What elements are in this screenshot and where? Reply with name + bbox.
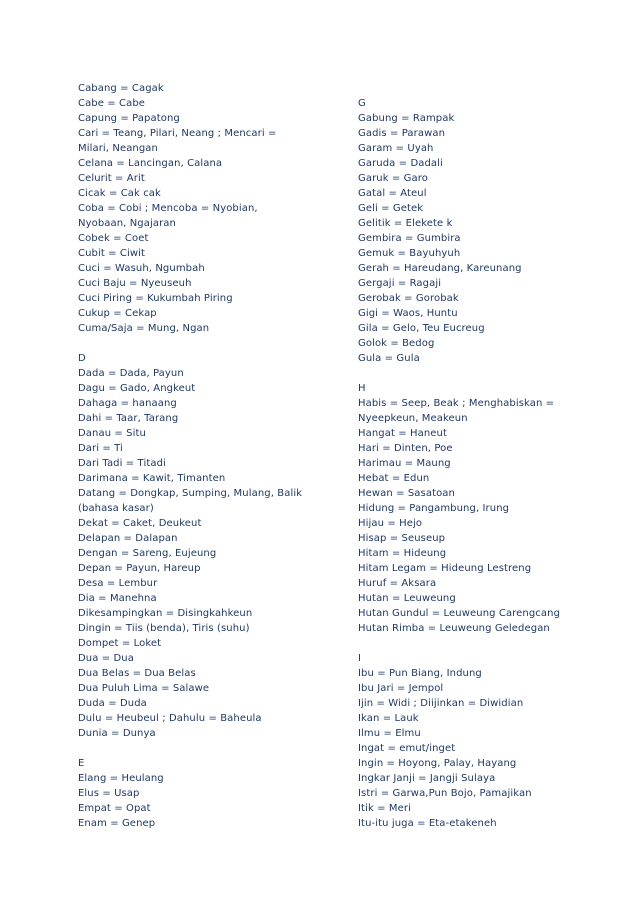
right-entry-line: Gigi = Waos, Huntu xyxy=(358,308,458,319)
right-entry-line: Gabung = Rampak xyxy=(358,113,455,124)
right-entry-line: Ibu Jari = Jempol xyxy=(358,683,444,694)
left-entry-line: Enam = Genep xyxy=(78,818,156,829)
left-entry-line: Desa = Lembur xyxy=(78,578,158,589)
left-entry-line: Dekat = Caket, Deukeut xyxy=(78,518,202,529)
left-entry-line: Dia = Manehna xyxy=(78,593,157,604)
left-entry-line: Depan = Payun, Hareup xyxy=(78,563,201,574)
right-entry-line: Hidung = Pangambung, Irung xyxy=(358,503,510,514)
right-entry-line: Hutan Gundul = Leuweung Carengcang xyxy=(358,608,561,619)
left-blank-line xyxy=(78,741,348,756)
right-entry-line: Ikan = Lauk xyxy=(358,713,419,724)
right-entry-line: Gila = Gelo, Teu Eucreug xyxy=(358,323,485,334)
left-entry-line: Dada = Dada, Payun xyxy=(78,368,184,379)
right-blank-line xyxy=(358,366,628,381)
right-entry-line: Gerah = Hareudang, Kareunang xyxy=(358,263,522,274)
right-entry-line: Harimau = Maung xyxy=(358,458,451,469)
left-entry-line: Milari, Neangan xyxy=(78,143,158,154)
left-entry-line: Celana = Lancingan, Calana xyxy=(78,158,223,169)
right-section-letter: I xyxy=(358,653,362,664)
right-entry-line: Geli = Getek xyxy=(358,203,424,214)
right-entry-line: Ijin = Widi ; Diijinkan = Diwidian xyxy=(358,698,524,709)
right-entry-line: Garam = Uyah xyxy=(358,143,434,154)
right-blank-line xyxy=(358,636,628,651)
right-entry-line: Istri = Garwa,Pun Bojo, Pamajikan xyxy=(358,788,532,799)
right-entry-line: Hangat = Haneut xyxy=(358,428,448,439)
right-entry-line: Gerobak = Gorobak xyxy=(358,293,459,304)
right-blank-line xyxy=(358,81,628,96)
left-entry-line: Dari = Ti xyxy=(78,443,123,454)
left-entry-line: Celurit = Arit xyxy=(78,173,145,184)
left-entry-line: Cuma/Saja = Mung, Ngan xyxy=(78,323,210,334)
left-entry-line: Cabe = Cabe xyxy=(78,98,146,109)
right-entry-line: Garuda = Dadali xyxy=(358,158,443,169)
right-column xyxy=(358,81,628,831)
left-blank-line xyxy=(78,336,348,351)
right-entry-line: Ibu = Pun Biang, Indung xyxy=(358,668,482,679)
left-entry-line: (bahasa kasar) xyxy=(78,503,154,514)
left-entry-line: Dahaga = hanaang xyxy=(78,398,177,409)
right-entry-line: Gergaji = Ragaji xyxy=(358,278,442,289)
right-entry-line: Hitam = Hideung xyxy=(358,548,447,559)
right-entry-line: Nyeepkeun, Meakeun xyxy=(358,413,468,424)
right-entry-line: Gula = Gula xyxy=(358,353,420,364)
left-entry-line: Cari = Teang, Pilari, Neang ; Mencari = xyxy=(78,128,277,139)
left-entry-line: Dikesampingkan = Disingkahkeun xyxy=(78,608,253,619)
right-entry-line: Itik = Meri xyxy=(358,803,411,814)
right-entry-line: Gatal = Ateul xyxy=(358,188,427,199)
left-entry-line: Cuci Piring = Kukumbah Piring xyxy=(78,293,233,304)
left-entry-line: Capung = Papatong xyxy=(78,113,180,124)
left-entry-line: Coba = Cobi ; Mencoba = Nyobian, xyxy=(78,203,258,214)
right-entry-line: Gembira = Gumbira xyxy=(358,233,461,244)
left-entry-line: Cubit = Ciwit xyxy=(78,248,146,259)
left-entry-line: Dagu = Gado, Angkeut xyxy=(78,383,196,394)
right-section-letter: G xyxy=(358,98,366,109)
left-entry-line: Cabang = Cagak xyxy=(78,83,164,94)
right-entry-line: Ingin = Hoyong, Palay, Hayang xyxy=(358,758,517,769)
left-entry-line: Dua Belas = Dua Belas xyxy=(78,668,196,679)
left-entry-line: Dulu = Heubeul ; Dahulu = Baheula xyxy=(78,713,262,724)
right-entry-line: Garuk = Garo xyxy=(358,173,428,184)
left-entry-line: Dua Puluh Lima = Salawe xyxy=(78,683,210,694)
left-entry-line: Elus = Usap xyxy=(78,788,140,799)
right-entry-line: Huruf = Aksara xyxy=(358,578,437,589)
left-section-letter: E xyxy=(78,758,85,769)
left-entry-line: Cicak = Cak cak xyxy=(78,188,161,199)
right-entry-line: Hari = Dinten, Poe xyxy=(358,443,453,454)
left-entry-line: Delapan = Dalapan xyxy=(78,533,178,544)
right-section-letter: H xyxy=(358,383,366,394)
right-entry-line: Ingat = emut/inget xyxy=(358,743,456,754)
right-entry-line: Hewan = Sasatoan xyxy=(358,488,455,499)
left-entry-line: Elang = Heulang xyxy=(78,773,164,784)
left-entry-line: Dunia = Dunya xyxy=(78,728,156,739)
left-entry-line: Duda = Duda xyxy=(78,698,147,709)
left-entry-line: Empat = Opat xyxy=(78,803,151,814)
right-entry-line: Hutan = Leuweung xyxy=(358,593,456,604)
left-entry-line: Dengan = Sareng, Eujeung xyxy=(78,548,217,559)
left-entry-line: Dingin = Tiis (benda), Tiris (suhu) xyxy=(78,623,250,634)
right-entry-line: Gemuk = Bayuhyuh xyxy=(358,248,461,259)
right-entry-line: Gelitik = Elekete k xyxy=(358,218,453,229)
right-entry-line: Hutan Rimba = Leuweung Geledegan xyxy=(358,623,550,634)
left-entry-line: Darimana = Kawit, Timanten xyxy=(78,473,226,484)
left-entry-line: Cobek = Coet xyxy=(78,233,149,244)
right-entry-line: Hisap = Seuseup xyxy=(358,533,446,544)
left-entry-line: Dompet = Loket xyxy=(78,638,162,649)
right-entry-line: Habis = Seep, Beak ; Menghabiskan = xyxy=(358,398,555,409)
right-entry-line: Ingkar Janji = Jangji Sulaya xyxy=(358,773,496,784)
left-entry-line: Cuci Baju = Nyeuseuh xyxy=(78,278,192,289)
left-entry-line: Dua = Dua xyxy=(78,653,134,664)
right-entry-line: Itu-itu juga = Eta-etakeneh xyxy=(358,818,497,829)
right-entry-line: Golok = Bedog xyxy=(358,338,435,349)
left-entry-line: Cuci = Wasuh, Ngumbah xyxy=(78,263,205,274)
left-entry-line: Nyobaan, Ngajaran xyxy=(78,218,176,229)
left-entry-line: Datang = Dongkap, Sumping, Mulang, Balik xyxy=(78,488,303,499)
right-entry-line: Hitam Legam = Hideung Lestreng xyxy=(358,563,532,574)
left-entry-line: Dari Tadi = Titadi xyxy=(78,458,166,469)
left-column xyxy=(78,81,348,831)
left-entry-line: Cukup = Cekap xyxy=(78,308,157,319)
right-entry-line: Ilmu = Elmu xyxy=(358,728,421,739)
right-entry-line: Gadis = Parawan xyxy=(358,128,446,139)
right-entry-line: Hebat = Edun xyxy=(358,473,430,484)
left-entry-line: Dahi = Taar, Tarang xyxy=(78,413,179,424)
left-section-letter: D xyxy=(78,353,86,364)
right-entry-line: Hijau = Hejo xyxy=(358,518,423,529)
left-entry-line: Danau = Situ xyxy=(78,428,146,439)
